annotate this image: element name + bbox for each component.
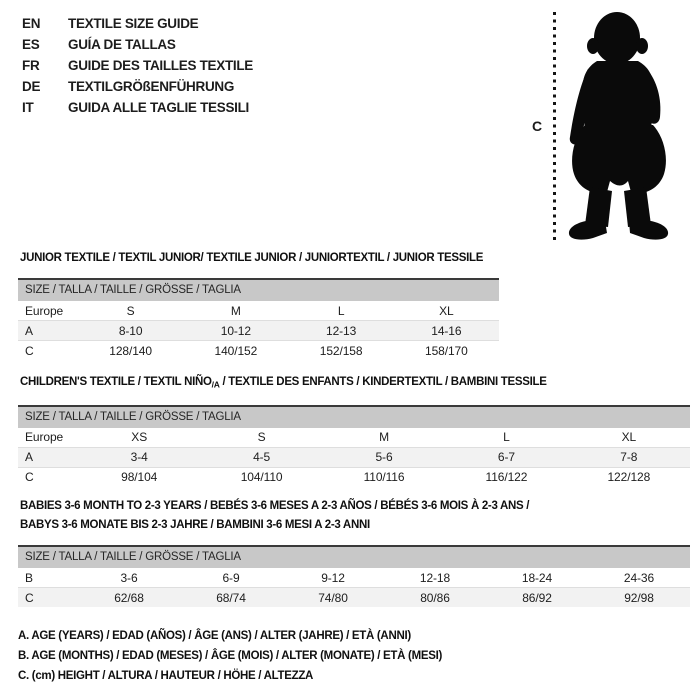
height-figure (528, 11, 688, 247)
table-cell: 74/80 (318, 590, 348, 605)
table-cell: 5-6 (375, 450, 393, 464)
table-cell: 62/68 (114, 590, 144, 605)
row-label: B (25, 570, 33, 585)
row-label: A (25, 450, 33, 464)
table-row (18, 568, 690, 588)
table-cell: 140/152 (214, 343, 258, 358)
footnote-line: A. AGE (YEARS) / EDAD (AÑOS) / ÂGE (ANS) / ALTER (JAHRE) / ETÀ (ANNI) (18, 630, 411, 642)
size-table (18, 405, 690, 487)
size-section (18, 373, 690, 487)
table-cell: 12-18 (419, 570, 451, 585)
language-list (22, 13, 253, 118)
row-label: Europe (25, 430, 64, 444)
language-code: EN (22, 16, 41, 31)
size-section (18, 249, 499, 360)
table-cell: 158/170 (425, 343, 468, 358)
table-row (18, 341, 499, 360)
language-row (22, 76, 253, 97)
table-cell: 152/158 (319, 343, 363, 358)
table-cell: 116/122 (485, 470, 528, 484)
title-text: / TEXTILE DES ENFANTS / KINDERTEXTIL / BAMBINI TESSILE (219, 376, 547, 388)
size-header-bar: SIZE / TALLA / TAILLE / GRÖSSE / TAGLIA (18, 280, 499, 301)
language-code: IT (22, 100, 34, 115)
title-text: BABYS 3-6 MONATE BIS 2-3 JAHRE / BAMBINI 3-6 MESI A 2-3 ANNI (20, 519, 370, 531)
toddler-silhouette-icon (566, 11, 672, 243)
size-table (18, 545, 690, 607)
table-cell: 104/110 (240, 470, 283, 484)
table-cell: 8-10 (118, 323, 143, 338)
row-label: C (25, 343, 34, 358)
language-guide-title: GUÍA DE TALLAS (68, 37, 176, 52)
size-header-bar: SIZE / TALLA / TAILLE / GRÖSSE / TAGLIA (18, 407, 690, 428)
table-cell: 3-6 (120, 570, 138, 585)
height-measure-dashed-line (553, 12, 556, 242)
title-text: CHILDREN'S TEXTILE / TEXTIL NIÑO (20, 376, 212, 388)
section-title-line (20, 373, 690, 395)
table-cell: L (503, 430, 510, 444)
language-row (22, 34, 253, 55)
table-cell: S (257, 430, 266, 444)
table-row (18, 448, 690, 468)
section-title (18, 249, 499, 268)
table-cell: 7-8 (620, 450, 638, 464)
table-cell: 10-12 (220, 323, 251, 338)
language-row (22, 55, 253, 76)
table-row (18, 468, 690, 487)
title-text: BABIES 3-6 MONTH TO 2-3 YEARS / BEBÉS 3-6 MESES A 2-3 AÑOS / BÉBÉS 3-6 MOIS À 2-3 ANS / (20, 500, 530, 512)
section-title-line (20, 249, 499, 268)
language-code: DE (22, 79, 41, 94)
table-cell: 14-16 (431, 323, 462, 338)
table-cell: XS (131, 430, 148, 444)
table-cell: 12-13 (326, 323, 357, 338)
footnote-line: C. (cm) HEIGHT / ALTURA / HAUTEUR / HÖHE / ALTEZZA (18, 670, 314, 682)
table-cell: 68/74 (216, 590, 246, 605)
table-cell: 80/86 (420, 590, 450, 605)
row-label: A (25, 323, 33, 338)
table-cell: S (126, 303, 135, 318)
row-label: C (25, 590, 34, 605)
language-guide-title: TEXTILE SIZE GUIDE (68, 16, 199, 31)
table-cell: M (230, 303, 241, 318)
row-label: C (25, 470, 34, 484)
language-row (22, 97, 253, 118)
section-title-line (20, 516, 690, 535)
table-cell: 24-36 (623, 570, 655, 585)
table-cell: 86/92 (522, 590, 552, 605)
table-cell: XL (439, 303, 454, 318)
title-text: /A (211, 379, 220, 390)
title-text: JUNIOR TEXTILE / TEXTIL JUNIOR/ TEXTILE JUNIOR / JUNIORTEXTIL / JUNIOR TESSILE (20, 252, 484, 264)
size-section (18, 497, 690, 607)
language-guide-title: GUIDA ALLE TAGLIE TESSILI (68, 100, 249, 115)
language-guide-title: GUIDE DES TAILLES TEXTILE (68, 58, 254, 73)
footnote-line: B. AGE (MONTHS) / EDAD (MESES) / ÂGE (MOIS) / ALTER (MONATE) / ETÀ (MESI) (18, 650, 443, 662)
table-cell: 6-9 (222, 570, 240, 585)
section-title-line (20, 497, 690, 516)
height-measure-label: C (531, 118, 543, 134)
table-row (18, 301, 499, 321)
language-code: ES (22, 37, 40, 52)
table-cell: 110/116 (363, 470, 405, 484)
table-cell: 128/140 (109, 343, 152, 358)
row-label: Europe (25, 303, 64, 318)
table-cell: 122/128 (607, 470, 651, 484)
table-row (18, 321, 499, 341)
table-cell: M (379, 430, 389, 444)
table-row (18, 428, 690, 448)
table-cell: 92/98 (624, 590, 654, 605)
table-row (18, 588, 690, 607)
table-cell: 4-5 (253, 450, 271, 464)
table-cell: XL (621, 430, 637, 444)
table-cell: 6-7 (497, 450, 515, 464)
size-header-bar: SIZE / TALLA / TAILLE / GRÖSSE / TAGLIA (18, 547, 690, 568)
table-cell: L (337, 303, 345, 318)
table-cell: 9-12 (321, 570, 345, 585)
table-cell: 18-24 (521, 570, 553, 585)
section-title (18, 497, 690, 535)
language-code: FR (22, 58, 40, 73)
language-row (22, 13, 253, 34)
table-cell: 98/104 (121, 470, 158, 484)
section-title (18, 373, 690, 395)
size-table (18, 278, 499, 360)
footnotes (18, 626, 442, 686)
language-guide-title: TEXTILGRÖßENFÜHRUNG (68, 79, 235, 94)
table-cell: 3-4 (130, 450, 148, 464)
